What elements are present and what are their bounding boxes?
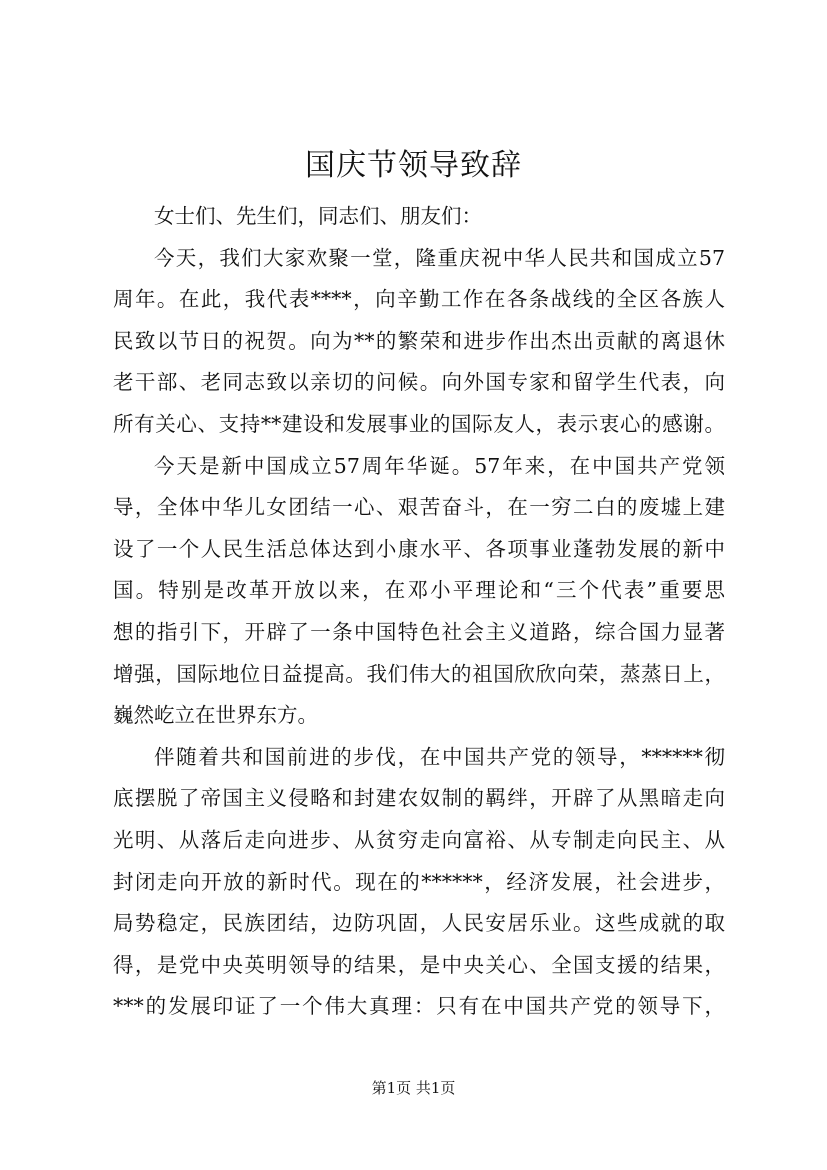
paragraph-line: 民致以节日的祝贺。向为**的繁荣和进步作出杰出贡献的离退休	[113, 328, 725, 353]
paragraph	[113, 737, 725, 1028]
paragraph-line: 所有关心、支持**建设和发展事业的国际友人，表示衷心的感谢。	[113, 411, 725, 436]
paragraph-line: ***的发展印证了一个伟大真理：只有在中国共产党的领导下，	[113, 994, 725, 1019]
paragraph-line: 今天是新中国成立57周年华诞。57年来，在中国共产党领	[154, 453, 725, 478]
salutation: 女士们、先生们，同志们、朋友们：	[154, 204, 482, 228]
paragraph-line: 得，是党中央英明领导的结果，是中央关心、全国支援的结果，	[113, 952, 725, 977]
paragraph-line: 封闭走向开放的新时代。现在的******，经济发展，社会进步，	[113, 869, 725, 894]
paragraph-line: 想的指引下，开辟了一条中国特色社会主义道路，综合国力显著	[113, 619, 725, 644]
paragraph-line: 增强，国际地位日益提高。我们伟大的祖国欣欣向荣，蒸蒸日上，	[113, 661, 725, 686]
paragraph	[113, 238, 725, 446]
paragraph-line: 设了一个人民生活总体达到小康水平、各项事业蓬勃发展的新中	[113, 536, 725, 561]
page-footer: 第1页 共1页	[371, 1079, 456, 1097]
paragraph-line: 今天，我们大家欢聚一堂，隆重庆祝中华人民共和国成立57	[154, 245, 725, 270]
paragraph-line: 国。特别是改革开放以来，在邓小平理论和“三个代表”重要思	[113, 578, 725, 603]
paragraph-line: 局势稳定，民族团结，边防巩固，人民安居乐业。这些成就的取	[113, 911, 725, 936]
paragraph-line: 周年。在此，我代表****，向辛勤工作在各条战线的全区各族人	[113, 287, 725, 312]
paragraph-line: 光明、从落后走向进步、从贫穷走向富裕、从专制走向民主、从	[113, 827, 725, 852]
paragraph-line: 巍然屹立在世界东方。	[113, 703, 318, 728]
paragraph-line: 底摆脱了帝国主义侵略和封建农奴制的羁绊，开辟了从黑暗走向	[113, 786, 725, 811]
paragraph	[113, 446, 725, 737]
paragraph-line: 伴随着共和国前进的步伐，在中国共产党的领导，******彻	[154, 744, 725, 769]
document-title: 国庆节领导致辞	[305, 148, 522, 183]
paragraph-line: 导，全体中华儿女团结一心、艰苦奋斗，在一穷二白的废墟上建	[113, 495, 725, 520]
document-body	[113, 196, 725, 1028]
paragraph-line: 老干部、老同志致以亲切的问候。向外国专家和留学生代表，向	[113, 370, 725, 395]
